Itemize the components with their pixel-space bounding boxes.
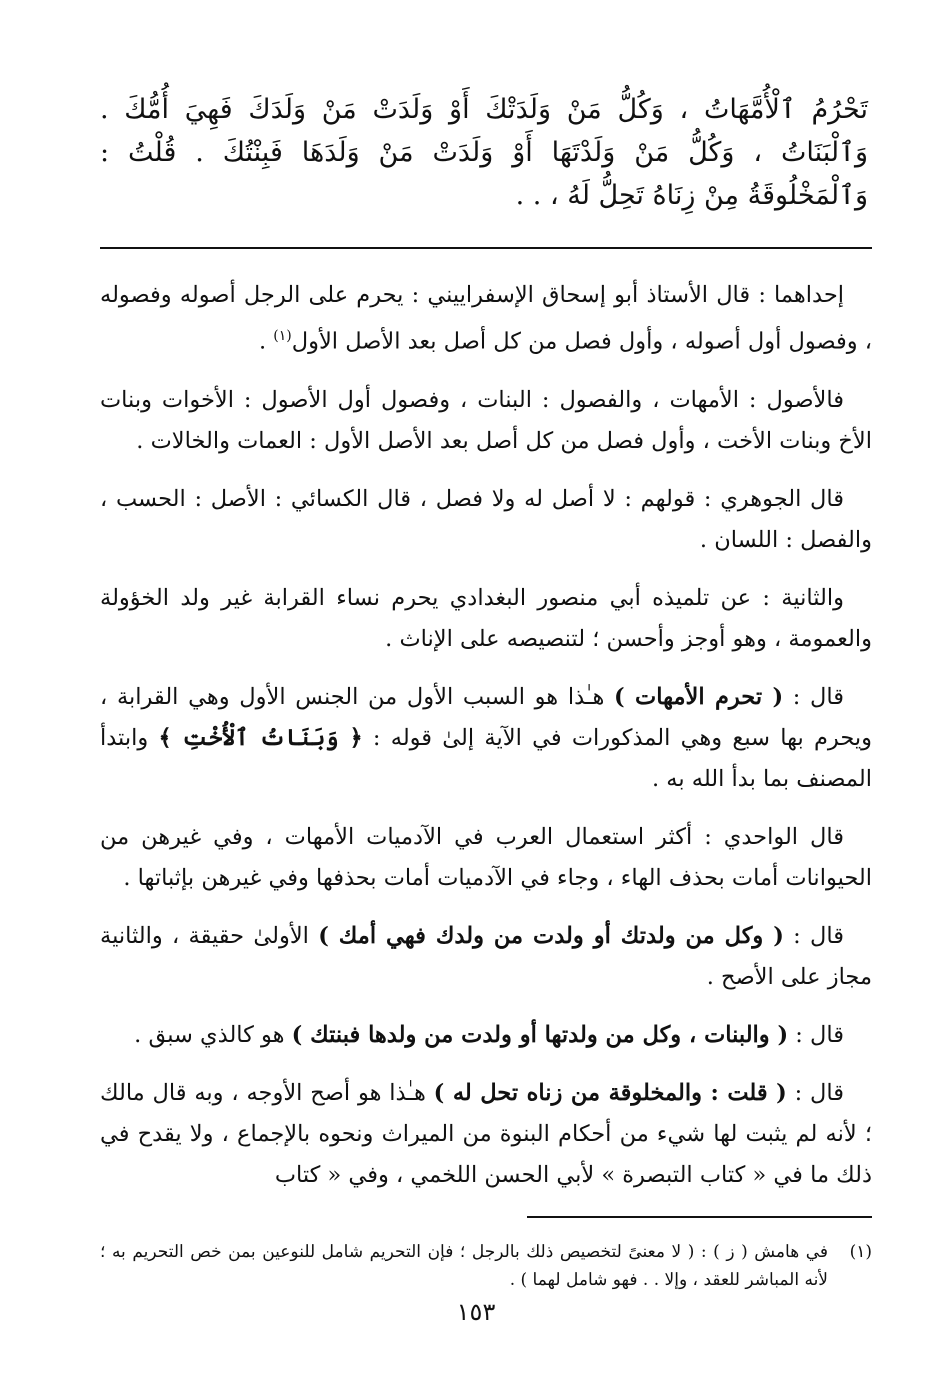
commentary-paragraph-6: قال الواحدي : أكثر استعمال العرب في الآدميات الأمهات ، وفي غيرهن من الحيوانات أمات بحذف الهاء ، وجاء في الآدميات أمات بحذفها وفي غيرهن بإثباتها . — [100, 823, 872, 891]
footnote-divider — [527, 1216, 872, 1218]
commentary-paragraph-5 — [100, 677, 872, 800]
matn-quote: ( وكل من ولدتك أو ولدت من ولدك فهي أمك ) — [318, 922, 784, 949]
commentary-text: هـٰذا هو السبب الأول من الجنس الأول وهي القرابة ، ويحرم بها سبع وهي المذكورات في الآية إلىٰ قوله : — [100, 683, 872, 751]
quran-quote: ﴿ وَبَنَاتُ ٱلْأُخْتِ ﴾ — [158, 724, 363, 751]
footnote-number: (١) — [849, 1241, 872, 1262]
commentary-paragraph-3: قال الجوهري : قولهم : لا أصل له ولا فصل ، قال الكسائي : الأصل : الحسب ، والفصل : اللسان . — [100, 485, 872, 553]
commentary-paragraph-1 — [100, 275, 872, 363]
commentary-paragraph-8 — [100, 1015, 872, 1056]
footnote-text: في هامش ( ز ) : ( لا معنىً لتخصيص ذلك بالرجل ؛ فإن التحريم شامل للنوعين بمن خص التحريم به ؛ لأنه المباشر للعقد ، وإلا . . فهو شامل لهما ) . — [100, 1241, 828, 1290]
commentary-text: . — [258, 328, 274, 355]
footnote — [100, 1238, 872, 1294]
footnote-reference[interactable]: (١) — [273, 328, 292, 344]
matn-divider — [100, 247, 872, 249]
commentary — [100, 275, 872, 1196]
commentary-text: قال : — [783, 683, 845, 710]
commentary-text: قال : — [783, 922, 844, 949]
commentary-text: قال : — [788, 1021, 844, 1048]
commentary-paragraph-4: والثانية : عن تلميذه أبي منصور البغدادي يحرم نساء القرابة غير ولد الخؤولة والعمومة ، وهو أوجز وأحسن ؛ لتنصيصه على الإناث . — [100, 584, 872, 652]
commentary-text: هـٰذا هو أصح الأوجه ، وبه قال مالك ؛ لأنه لم يثبت لها شيء من أحكام البنوة من الميراث ونحوه بالإجماع ، ولا يقدح في ذلك ما في « كتاب التبصرة » لأبي الحسن اللخمي ، وفي « كتاب — [100, 1079, 872, 1188]
commentary-paragraph-7 — [100, 916, 872, 998]
commentary-text: وابتدأ المصنف بما بدأ الله به . — [100, 724, 872, 792]
matn-quote: ( قلت : والمخلوقة من زناه تحل له ) — [433, 1079, 787, 1106]
commentary-text: قال : — [786, 1079, 845, 1106]
matn-quote: ( والبنات ، وكل من ولدتها أو ولدت من ولدها فبنتك ) — [291, 1021, 789, 1048]
commentary-text: إحداهما : قال الأستاذ أبو إسحاق الإسفراييني : يحرم على الرجل أصوله وفصوله ، وفصول أول أصوله ، وأول فصل من كل أصل بعد الأصل الأول — [100, 282, 872, 355]
matn-text: تَحْرُمُ ٱلْأُمَّهَاتُ ، وَكُلُّ مَنْ وَلَدَتْكَ أَوْ وَلَدَتْ مَنْ وَلَدَكَ فَهِيَ أُمُّكَ . وَٱلْبَنَاتُ ، وَكُلُّ مَنْ وَلَدْتَهَا أَوْ وَلَدَتْ مَنْ وَلَدَهَا فَبِنْتُكَ . قُلْتُ : وَٱلْمَخْلُوقَةُ مِنْ زِنَاهُ تَحِلُّ لَهُ ، . . — [100, 94, 868, 211]
commentary-paragraph-2: فالأصول : الأمهات ، والفصول : البنات ، وفصول أول الأصول : الأخوات وبنات الأخ وبنات الأخت ، وأول فصل من كل أصل بعد الأصل الأول : العمات والخالات . — [100, 386, 872, 454]
commentary-text: هو كالذي سبق . — [134, 1021, 292, 1048]
page-number: ١٥٣ — [456, 1298, 496, 1326]
commentary-paragraph-9 — [100, 1073, 872, 1196]
matn-quote: ( تحرم الأمهات ) — [614, 683, 784, 710]
commentary-text: الأولىٰ حقيقة ، والثانية مجاز على الأصح . — [100, 922, 872, 990]
